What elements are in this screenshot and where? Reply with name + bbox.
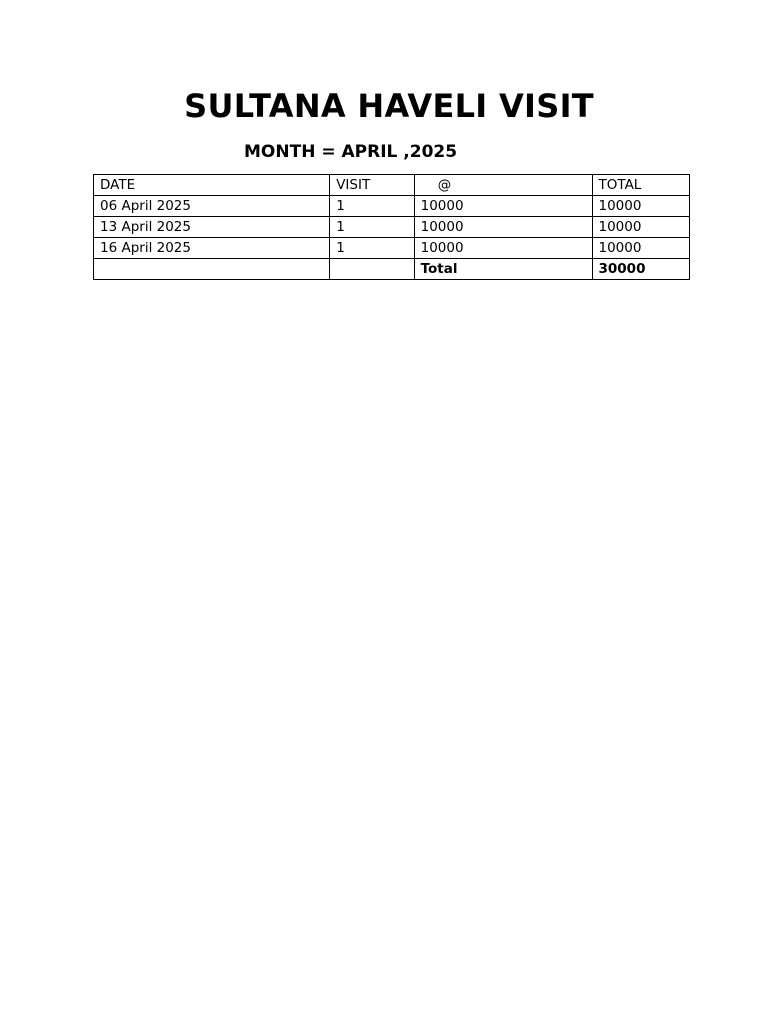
table-row (94, 238, 690, 259)
cell-rate: 10000 (414, 238, 592, 259)
header-rate: @ (414, 175, 592, 196)
footer-empty-date (94, 259, 330, 280)
footer-total-label: Total (414, 259, 592, 280)
footer-grand-total: 30000 (592, 259, 690, 280)
cell-total: 10000 (592, 196, 690, 217)
header-visit: VISIT (330, 175, 414, 196)
cell-date: 16 April 2025 (94, 238, 330, 259)
cell-rate: 10000 (414, 217, 592, 238)
header-date: DATE (94, 175, 330, 196)
cell-visit: 1 (330, 196, 414, 217)
table-row (94, 196, 690, 217)
header-total: TOTAL (592, 175, 690, 196)
cell-total: 10000 (592, 238, 690, 259)
cell-visit: 1 (330, 238, 414, 259)
document-subtitle: MONTH = APRIL ,2025 (244, 142, 458, 162)
cell-date: 06 April 2025 (94, 196, 330, 217)
footer-empty-visit (330, 259, 414, 280)
table-row (94, 217, 690, 238)
table-header-row (94, 175, 690, 196)
table-footer-row (94, 259, 690, 280)
cell-date: 13 April 2025 (94, 217, 330, 238)
cell-total: 10000 (592, 217, 690, 238)
cell-visit: 1 (330, 217, 414, 238)
cell-rate: 10000 (414, 196, 592, 217)
document-title: SULTANA HAVELI VISIT (184, 87, 594, 125)
visit-table (93, 174, 690, 280)
